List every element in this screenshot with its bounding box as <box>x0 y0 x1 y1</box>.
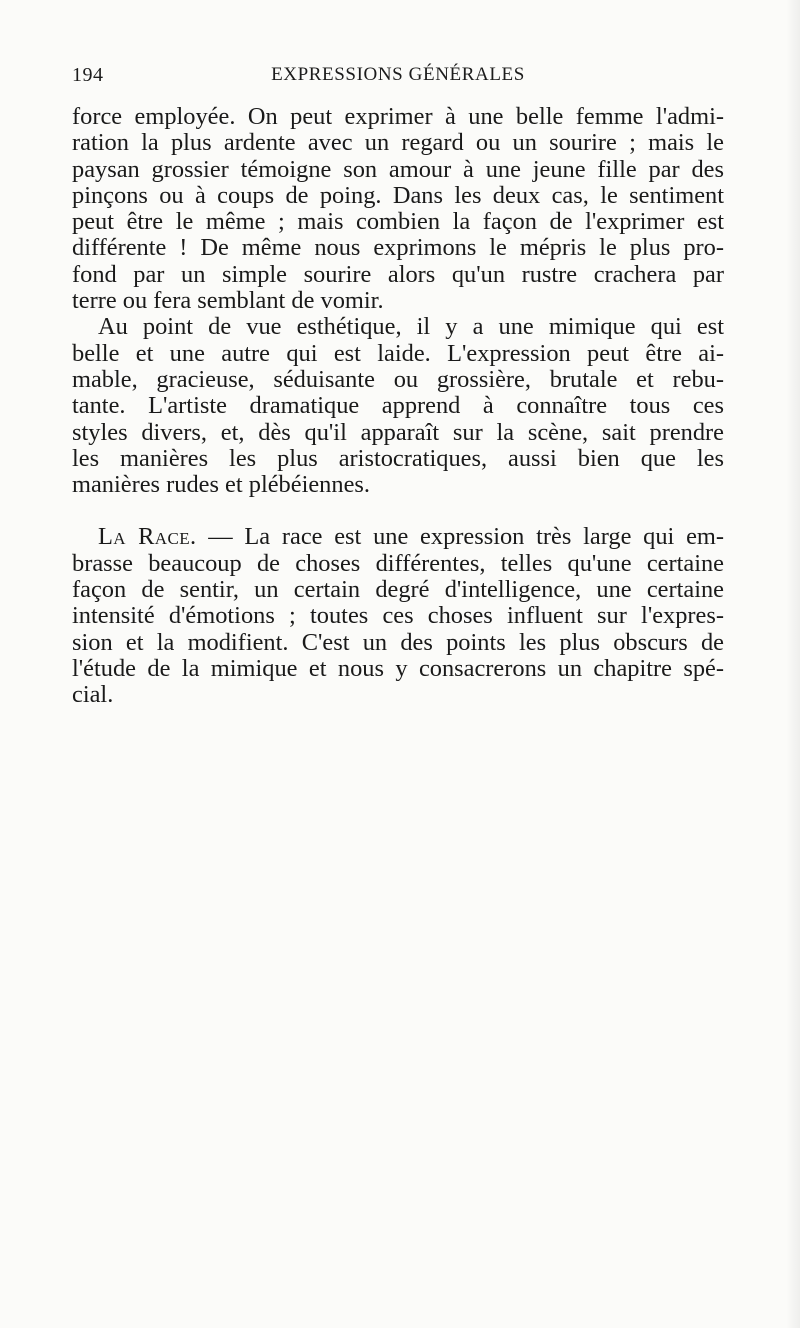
text-line: les manières les plus aristocratiques, aussi bien que les <box>72 444 724 472</box>
running-title: EXPRESSIONS GÉNÉRALES <box>271 64 525 85</box>
text-line: Au point de vue esthétique, il y a une mimique qui est <box>98 313 724 341</box>
text-line: façon de sentir, un certain degré d'intelligence, une certaine <box>72 576 724 604</box>
paragraph <box>72 314 724 498</box>
text-line: cial. <box>72 681 114 709</box>
text-line: brasse beaucoup de choses différentes, telles qu'une certaine <box>72 549 724 577</box>
section-gap <box>72 498 724 524</box>
text-line: l'étude de la mimique et nous y consacrerons un chapitre spé- <box>72 654 724 682</box>
running-head <box>72 62 724 92</box>
text-line: tante. L'artiste dramatique apprend à connaître tous ces <box>72 392 724 420</box>
text-line: ration la plus ardente avec un regard ou un sourire ; mais le <box>72 129 724 157</box>
text-line: peut être le même ; mais combien la façon de l'exprimer est <box>72 208 724 236</box>
text-line: fond par un simple sourire alors qu'un rustre crachera par <box>72 260 724 288</box>
text-line-rest: — La race est une expression très large qui em- <box>196 523 724 551</box>
text-line: sion et la modifient. C'est un des points les plus obscurs de <box>72 628 724 656</box>
text-line: manières rudes et plébéiennes. <box>72 471 370 499</box>
text-line: différente ! De même nous exprimons le mépris le plus pro- <box>72 234 724 262</box>
body-text <box>72 104 724 709</box>
text-line: styles divers, et, dès qu'il apparaît sur la scène, sait prendre <box>72 418 724 446</box>
text-line: terre ou fera semblant de vomir. <box>72 287 384 315</box>
text-line: paysan grossier témoigne son amour à une jeune fille par des <box>72 155 724 183</box>
text-line: belle et une autre qui est laide. L'expression peut être ai- <box>72 339 724 367</box>
section-heading: La Race. <box>98 523 197 551</box>
paragraph-la-race <box>72 524 724 708</box>
text-line: mable, gracieuse, séduisante ou grossière, brutale et rebu- <box>72 365 724 393</box>
text-line <box>72 524 724 550</box>
text-line: pinçons ou à coups de poing. Dans les deux cas, le sentiment <box>72 181 724 209</box>
text-line: intensité d'émotions ; toutes ces choses influent sur l'expres- <box>72 602 724 630</box>
paragraph <box>72 104 724 314</box>
text-line: force employée. On peut exprimer à une belle femme l'admi- <box>72 103 724 130</box>
page-number: 194 <box>72 64 104 86</box>
